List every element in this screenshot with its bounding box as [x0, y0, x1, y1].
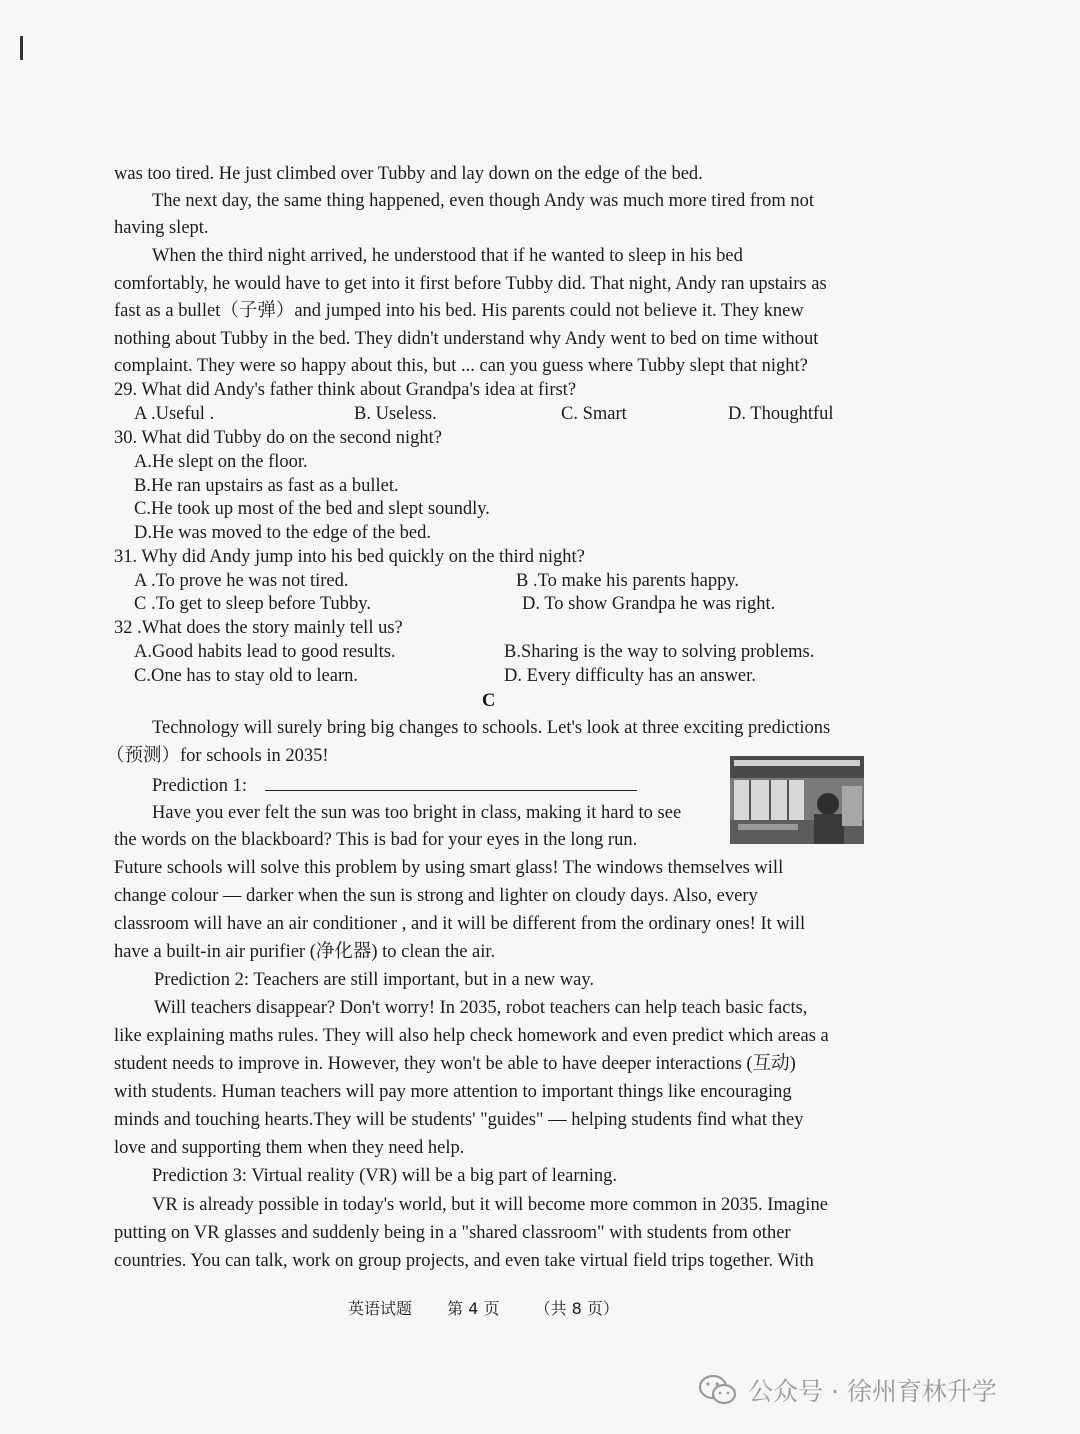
- scan-edge-mark: [20, 36, 23, 60]
- passage-line: Technology will surely bring big changes to schools. Let's look at three exciting predictions: [152, 718, 831, 738]
- passage-line: Future schools will solve this problem by using smart glass! The windows themselves will: [114, 858, 784, 878]
- option-b: B.Sharing is the way to solving problems.: [504, 642, 815, 662]
- footer-page: 第 4 页: [447, 1299, 500, 1318]
- prediction-2-heading: Prediction 2: Teachers are still important, but in a new way.: [154, 970, 595, 990]
- prediction-1-label: Prediction 1:: [152, 776, 248, 796]
- passage-line: change colour — darker when the sun is strong and lighter on cloudy days. Also, every: [114, 886, 758, 906]
- question-30-stem: 30. What did Tubby do on the second night?: [114, 428, 443, 448]
- option-a: A.He slept on the floor.: [134, 452, 308, 472]
- passage-line: have a built-in air purifier (净化器) to clean the air.: [114, 942, 496, 962]
- wechat-icon: [698, 1374, 738, 1406]
- question-29-options: [114, 402, 874, 426]
- option-c: C.He took up most of the bed and slept soundly.: [134, 499, 490, 519]
- option-d: D. Thoughtful: [728, 404, 834, 424]
- footer-total: （共 8 页）: [534, 1299, 619, 1318]
- passage-line: When the third night arrived, he understood that if he wanted to sleep in his bed: [152, 246, 743, 266]
- passage-line: VR is already possible in today's world, but it will become more common in 2035. Imagine: [152, 1195, 828, 1215]
- passage-line: minds and touching hearts.They will be students' "guides" — helping students find what they: [114, 1110, 804, 1130]
- question-32-stem: 32 .What does the story mainly tell us?: [114, 618, 403, 638]
- question-32-options-row1: [114, 640, 874, 664]
- option-b: B. Useless.: [354, 404, 437, 424]
- option-d: D. To show Grandpa he was right.: [522, 594, 776, 614]
- passage-line: comfortably, he would have to get into it first before Tubby did. That night, Andy ran upstairs as: [114, 274, 827, 294]
- question-31-options-row1: [114, 569, 874, 593]
- option-a: A.Good habits lead to good results.: [134, 642, 396, 662]
- watermark: [698, 1372, 997, 1408]
- question-32-options-row2: [114, 664, 874, 688]
- option-a: A .To prove he was not tired.: [134, 571, 349, 591]
- passage-line: with students. Human teachers will pay more attention to important things like encouraging: [114, 1082, 792, 1102]
- option-b: B .To make his parents happy.: [516, 571, 740, 591]
- question-29-stem: 29. What did Andy's father think about Grandpa's idea at first?: [114, 380, 577, 400]
- passage-line: love and supporting them when they need help.: [114, 1138, 465, 1158]
- option-b: B.He ran upstairs as fast as a bullet.: [134, 476, 399, 496]
- passage-line: （预测）for schools in 2035!: [106, 746, 329, 766]
- passage-line: The next day, the same thing happened, even though Andy was much more tired from not: [152, 191, 815, 211]
- passage-line: classroom will have an air conditioner , and it will be different from the ordinary ones! It will: [114, 914, 806, 934]
- page-footer: [348, 1296, 649, 1319]
- option-a: A .Useful .: [134, 404, 215, 424]
- passage-line: nothing about Tubby in the bed. They didn't understand why Andy went to bed on time without: [114, 329, 819, 349]
- passage-line: countries. You can talk, work on group projects, and even take virtual field trips together. With: [114, 1251, 814, 1271]
- passage-line: fast as a bullet（子弹）and jumped into his bed. His parents could not believe it. They knew: [114, 301, 804, 321]
- passage-line: like explaining maths rules. They will also help check homework and even predict which areas a: [114, 1026, 829, 1046]
- section-letter: C: [482, 691, 496, 711]
- passage-line: student needs to improve in. However, they won't be able to have deeper interactions (互动): [114, 1054, 796, 1074]
- passage-line: having slept.: [114, 218, 209, 238]
- question-31-options-row2: [114, 592, 874, 616]
- option-d: D.He was moved to the edge of the bed.: [134, 523, 431, 543]
- answer-blank: [265, 772, 637, 791]
- passage-line: the words on the blackboard? This is bad for your eyes in the long run.: [114, 830, 638, 850]
- option-c: C. Smart: [561, 404, 627, 424]
- question-31-stem: 31. Why did Andy jump into his bed quickly on the third night?: [114, 547, 585, 567]
- watermark-text: 公众号 · 徐州育林升学: [748, 1377, 997, 1406]
- prediction-1-heading: [152, 772, 637, 798]
- passage-line: putting on VR glasses and suddenly being in a "shared classroom" with students from other: [114, 1223, 791, 1243]
- passage-line: Have you ever felt the sun was too bright in class, making it hard to see: [152, 803, 682, 823]
- passage-line: complaint. They were so happy about this, but ... can you guess where Tubby slept that night?: [114, 356, 808, 376]
- footer-subject: 英语试题: [348, 1299, 413, 1318]
- passage-line: was too tired. He just climbed over Tubby and lay down on the edge of the bed.: [114, 164, 703, 184]
- option-c: C.One has to stay old to learn.: [134, 666, 359, 686]
- option-c: C .To get to sleep before Tubby.: [134, 594, 371, 614]
- classroom-photo: [730, 756, 864, 844]
- option-d: D. Every difficulty has an answer.: [504, 666, 756, 686]
- prediction-3-heading: Prediction 3: Virtual reality (VR) will be a big part of learning.: [152, 1166, 618, 1186]
- passage-line: Will teachers disappear? Don't worry! In 2035, robot teachers can help teach basic facts,: [154, 998, 808, 1018]
